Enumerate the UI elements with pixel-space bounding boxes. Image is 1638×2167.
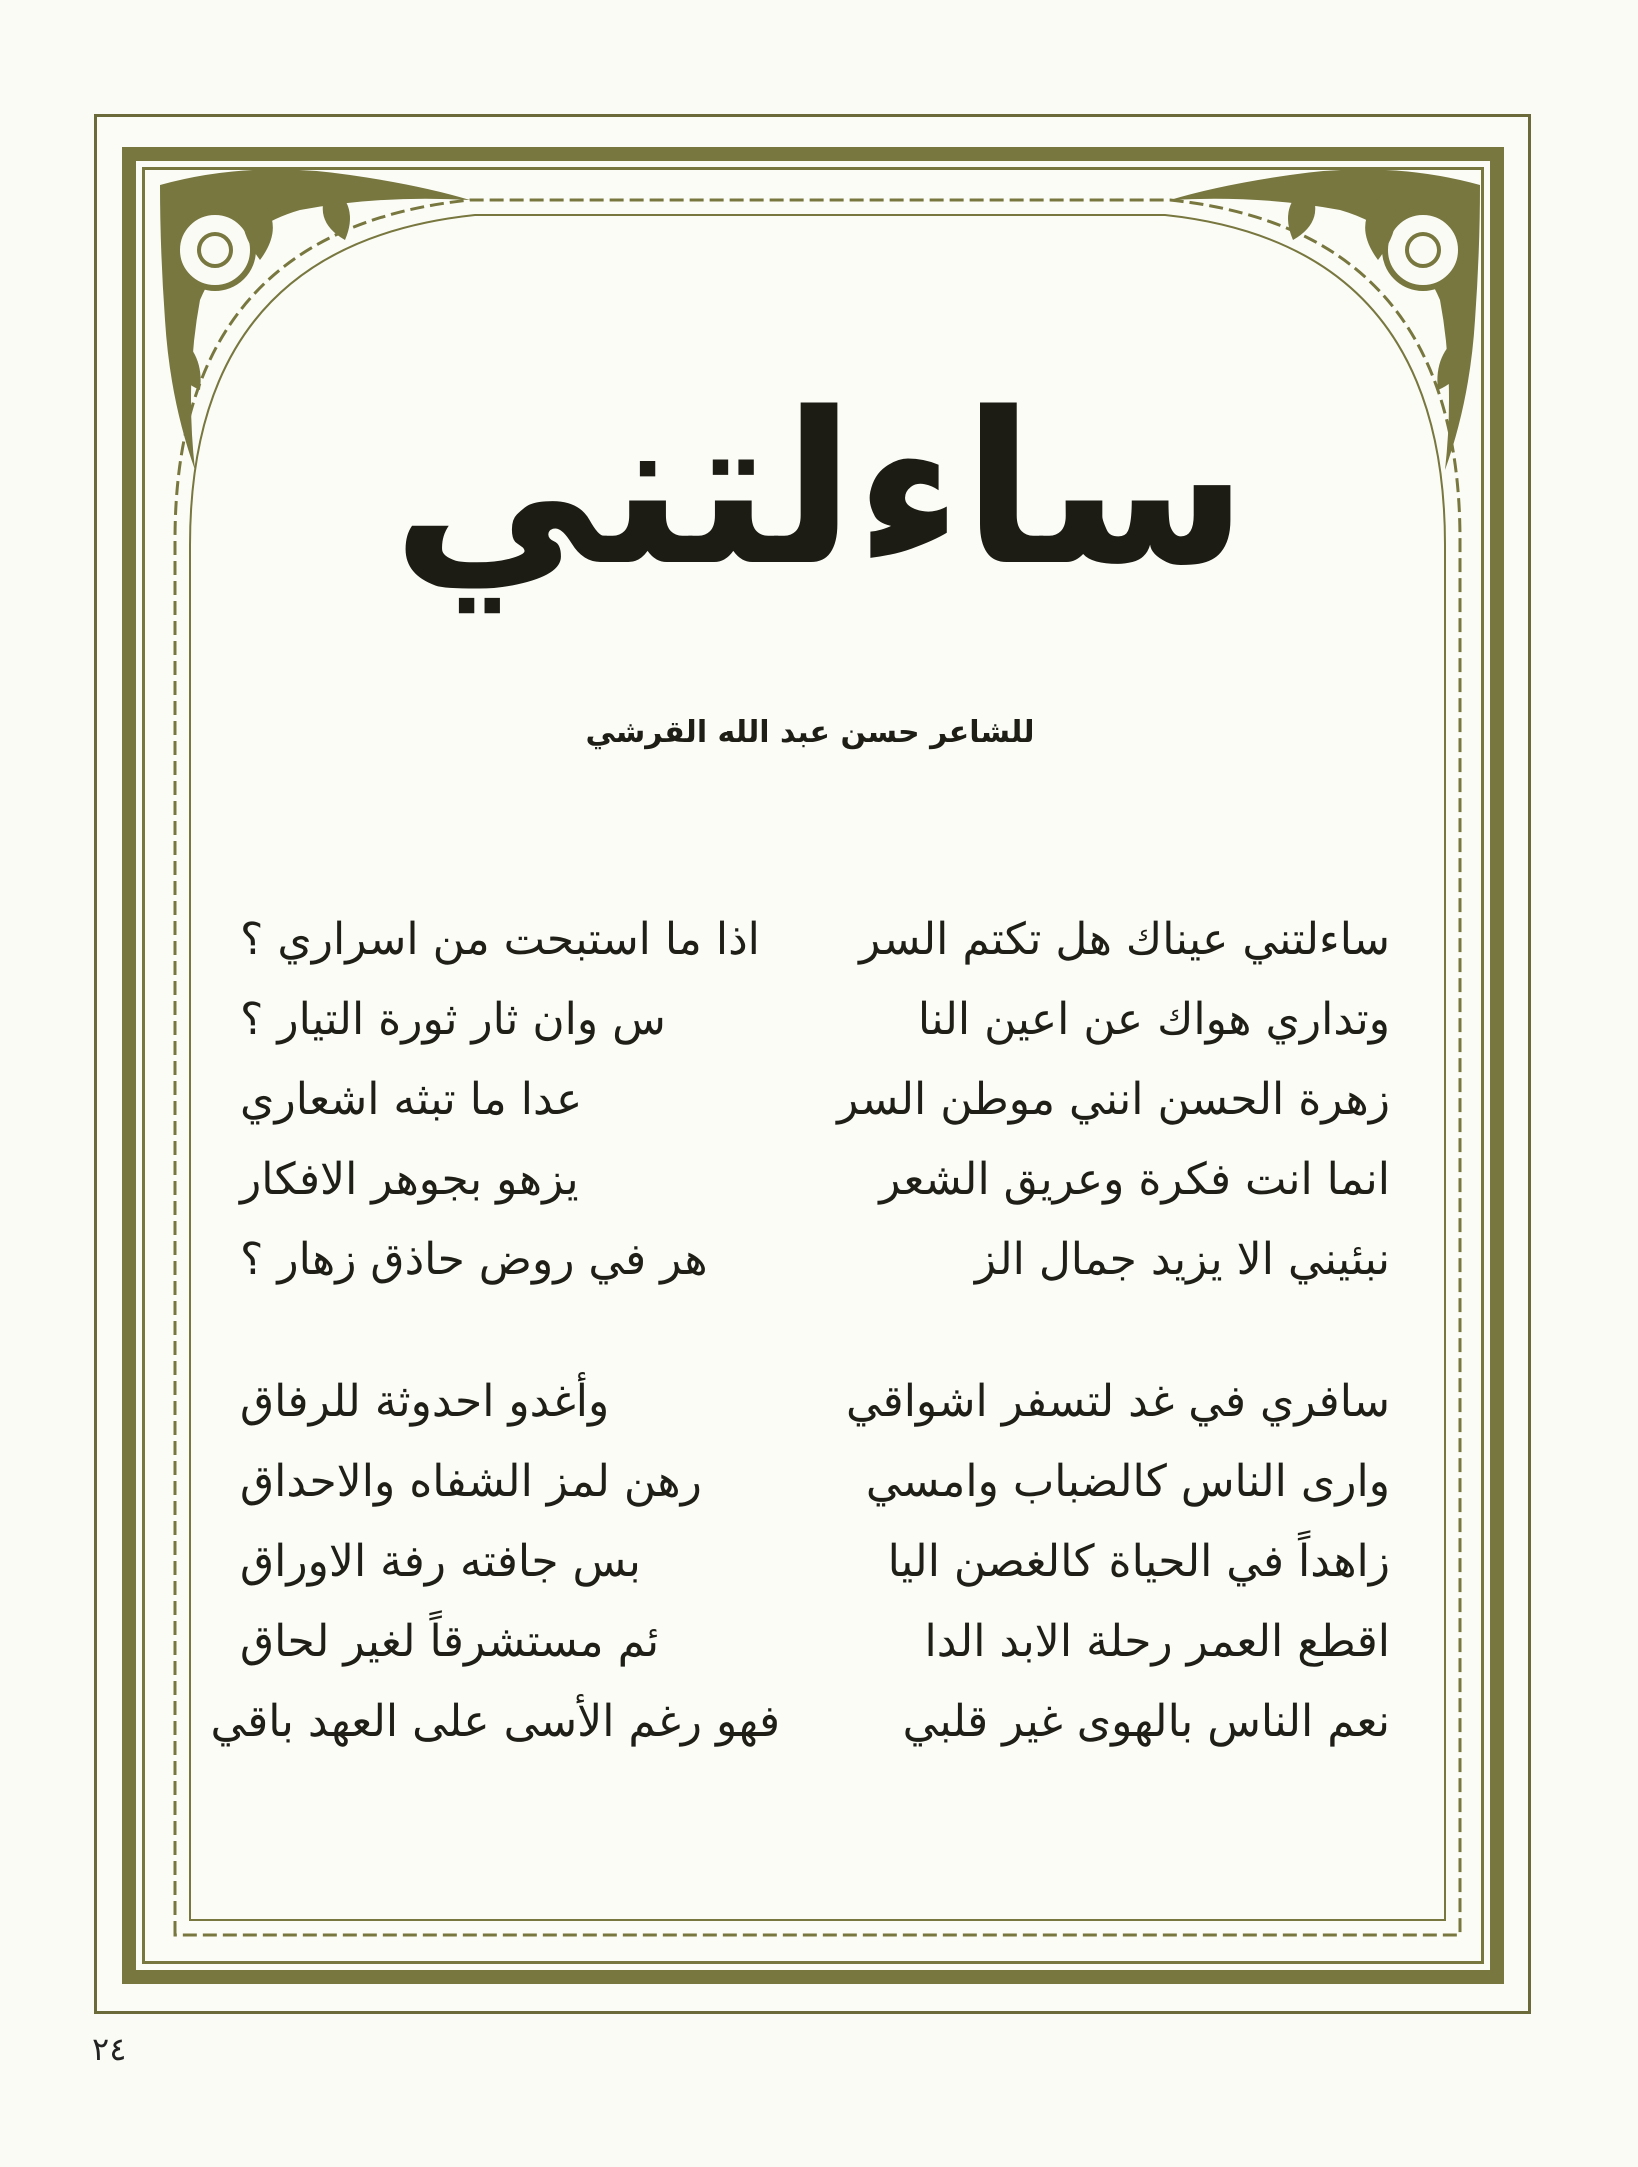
verse-second-hemistich: اذا ما استبحت من اسراري ؟ (240, 914, 760, 965)
verse-first-hemistich: سافري في غد لتسفر اشواقي (845, 1376, 1390, 1427)
verse-first-hemistich: انما انت فكرة وعريق الشعر (879, 1154, 1390, 1205)
verse (240, 1220, 1390, 1300)
verse (240, 900, 1390, 980)
verse (210, 1682, 1390, 1762)
page-number: ٢٤ (92, 2030, 127, 2068)
stanza-2 (210, 1362, 1390, 1762)
verse (240, 1602, 1390, 1682)
verse-second-hemistich: عدا ما تبثه اشعاري (240, 1074, 583, 1125)
verse-second-hemistich: وأغدو احدوثة للرفاق (240, 1376, 610, 1427)
poem-author: للشاعر حسن عبد الله القرشي (585, 715, 1035, 750)
verse-first-hemistich: نبئيني الا يزيد جمال الز (974, 1234, 1390, 1285)
verse-second-hemistich: ئم مستشرقاً لغير لحاق (240, 1616, 660, 1667)
verse (240, 1140, 1390, 1220)
verse-first-hemistich: زاهداً في الحياة كالغصن اليا (887, 1536, 1390, 1587)
verse-first-hemistich: اقطع العمر رحلة الابد الدا (924, 1616, 1390, 1667)
poem-body (210, 900, 1390, 1824)
verse-second-hemistich: يزهو بجوهر الافكار (240, 1154, 579, 1205)
verse-second-hemistich: بس جافته رفة الاوراق (240, 1536, 641, 1587)
verse (240, 1060, 1390, 1140)
verse-first-hemistich: ساءلتني عيناك هل تكتم السر (859, 914, 1390, 965)
poem-title: ساءلتني (392, 367, 1248, 612)
verse-second-hemistich: فهو رغم الأسى على العهد باقي (210, 1696, 780, 1747)
verse-second-hemistich: هر في روض حاذق زهار ؟ (240, 1234, 708, 1285)
verse-first-hemistich: نعم الناس بالهوى غير قلبي (902, 1696, 1390, 1747)
verse-second-hemistich: رهن لمز الشفاه والاحداق (240, 1456, 702, 1507)
verse (240, 1362, 1390, 1442)
verse (240, 1442, 1390, 1522)
verse (240, 980, 1390, 1060)
verse-first-hemistich: زهرة الحسن انني موطن السر (837, 1074, 1390, 1125)
verse-second-hemistich: س وان ثار ثورة التيار ؟ (240, 994, 666, 1045)
verse-first-hemistich: وارى الناس كالضباب وامسي (865, 1456, 1390, 1507)
verse (240, 1522, 1390, 1602)
stanza-1 (240, 900, 1390, 1300)
verse-first-hemistich: وتداري هواك عن اعين النا (917, 994, 1390, 1045)
